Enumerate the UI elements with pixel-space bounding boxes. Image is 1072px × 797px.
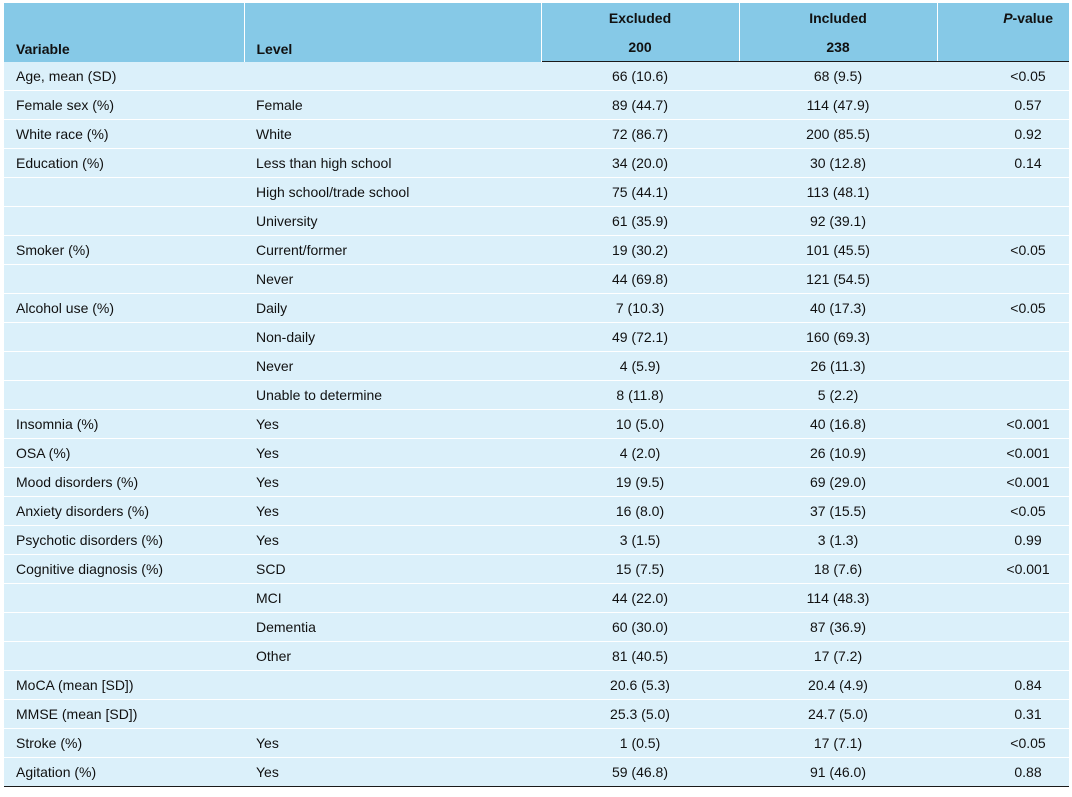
cell-variable: Female sex (%) — [4, 91, 244, 120]
cell-variable: Education (%) — [4, 149, 244, 178]
cell-p-value: <0.05 — [937, 729, 1069, 758]
table-row — [4, 700, 1069, 729]
cell-included: 69 (29.0) — [739, 468, 937, 497]
table-row — [4, 642, 1069, 671]
table-header — [4, 3, 1069, 62]
cell-level: Dementia — [244, 613, 541, 642]
cell-included: 20.4 (4.9) — [739, 671, 937, 700]
cell-level: Yes — [244, 526, 541, 555]
cell-included: 40 (17.3) — [739, 294, 937, 323]
cell-excluded: 1 (0.5) — [541, 729, 739, 758]
cell-p-value: <0.05 — [937, 294, 1069, 323]
table-row — [4, 526, 1069, 555]
cell-p-value: <0.05 — [937, 62, 1069, 91]
table-row — [4, 149, 1069, 178]
cell-included: 5 (2.2) — [739, 381, 937, 410]
cell-level: Yes — [244, 439, 541, 468]
cell-excluded: 60 (30.0) — [541, 613, 739, 642]
table-row — [4, 381, 1069, 410]
cell-p-value: <0.001 — [937, 468, 1069, 497]
header-excluded-n: 200 — [541, 32, 739, 62]
header-variable: Variable — [4, 3, 244, 62]
cell-excluded: 19 (30.2) — [541, 236, 739, 265]
cell-variable: Anxiety disorders (%) — [4, 497, 244, 526]
table-row — [4, 410, 1069, 439]
cell-variable: Stroke (%) — [4, 729, 244, 758]
cell-level: SCD — [244, 555, 541, 584]
cell-variable — [4, 642, 244, 671]
cell-p-value: 0.14 — [937, 149, 1069, 178]
cell-level: Yes — [244, 758, 541, 787]
cell-variable: MoCA (mean [SD]) — [4, 671, 244, 700]
cell-included: 91 (46.0) — [739, 758, 937, 787]
cell-p-value: 0.88 — [937, 758, 1069, 787]
table-row — [4, 439, 1069, 468]
cell-level — [244, 62, 541, 91]
cell-included: 17 (7.2) — [739, 642, 937, 671]
cell-variable — [4, 323, 244, 352]
cell-p-value — [937, 584, 1069, 613]
cell-included: 30 (12.8) — [739, 149, 937, 178]
cell-p-value: 0.92 — [937, 120, 1069, 149]
cell-excluded: 25.3 (5.0) — [541, 700, 739, 729]
cell-variable: Insomnia (%) — [4, 410, 244, 439]
cell-excluded: 59 (46.8) — [541, 758, 739, 787]
cell-excluded: 10 (5.0) — [541, 410, 739, 439]
cell-variable — [4, 265, 244, 294]
cell-excluded: 34 (20.0) — [541, 149, 739, 178]
cell-variable: Agitation (%) — [4, 758, 244, 787]
cell-level: Unable to determine — [244, 381, 541, 410]
cell-p-value: 0.99 — [937, 526, 1069, 555]
cell-p-value — [937, 323, 1069, 352]
cell-variable — [4, 381, 244, 410]
header-p-empty — [937, 32, 1069, 62]
cell-p-value — [937, 381, 1069, 410]
cell-p-value: 0.57 — [937, 91, 1069, 120]
cell-excluded: 61 (35.9) — [541, 207, 739, 236]
cell-included: 87 (36.9) — [739, 613, 937, 642]
cell-level: White — [244, 120, 541, 149]
cell-included: 3 (1.3) — [739, 526, 937, 555]
cell-variable: MMSE (mean [SD]) — [4, 700, 244, 729]
cell-level: Never — [244, 352, 541, 381]
cell-level: Yes — [244, 410, 541, 439]
table-row — [4, 613, 1069, 642]
cell-excluded: 8 (11.8) — [541, 381, 739, 410]
cell-level: MCI — [244, 584, 541, 613]
cell-p-value — [937, 178, 1069, 207]
cell-included: 26 (10.9) — [739, 439, 937, 468]
cell-included: 114 (48.3) — [739, 584, 937, 613]
cell-level: Yes — [244, 468, 541, 497]
cell-p-value — [937, 207, 1069, 236]
cell-excluded: 89 (44.7) — [541, 91, 739, 120]
cell-p-value: <0.001 — [937, 439, 1069, 468]
cell-variable — [4, 178, 244, 207]
cell-excluded: 19 (9.5) — [541, 468, 739, 497]
table-row — [4, 352, 1069, 381]
table-row — [4, 468, 1069, 497]
cell-variable: Cognitive diagnosis (%) — [4, 555, 244, 584]
cell-variable: White race (%) — [4, 120, 244, 149]
cell-level — [244, 700, 541, 729]
cell-included: 121 (54.5) — [739, 265, 937, 294]
table-row — [4, 294, 1069, 323]
demographics-table — [4, 3, 1069, 787]
cell-included: 68 (9.5) — [739, 62, 937, 91]
table-row — [4, 555, 1069, 584]
cell-included: 37 (15.5) — [739, 497, 937, 526]
header-included: Included — [739, 3, 937, 32]
cell-excluded: 49 (72.1) — [541, 323, 739, 352]
cell-level: High school/trade school — [244, 178, 541, 207]
cell-level: University — [244, 207, 541, 236]
cell-p-value — [937, 352, 1069, 381]
cell-p-value — [937, 613, 1069, 642]
table-row — [4, 497, 1069, 526]
cell-excluded: 66 (10.6) — [541, 62, 739, 91]
cell-included: 18 (7.6) — [739, 555, 937, 584]
table-row — [4, 207, 1069, 236]
cell-excluded: 81 (40.5) — [541, 642, 739, 671]
header-level: Level — [244, 3, 541, 62]
cell-included: 101 (45.5) — [739, 236, 937, 265]
cell-p-value: <0.001 — [937, 410, 1069, 439]
cell-level: Yes — [244, 729, 541, 758]
cell-p-value — [937, 642, 1069, 671]
cell-level — [244, 671, 541, 700]
table-row — [4, 758, 1069, 787]
header-excluded: Excluded — [541, 3, 739, 32]
cell-level: Less than high school — [244, 149, 541, 178]
table-row — [4, 671, 1069, 700]
table-row — [4, 178, 1069, 207]
cell-excluded: 15 (7.5) — [541, 555, 739, 584]
cell-variable — [4, 352, 244, 381]
cell-excluded: 44 (22.0) — [541, 584, 739, 613]
table-row — [4, 120, 1069, 149]
cell-p-value: <0.001 — [937, 555, 1069, 584]
header-p-value — [937, 3, 1069, 32]
cell-variable: Smoker (%) — [4, 236, 244, 265]
cell-p-value: 0.31 — [937, 700, 1069, 729]
cell-level: Female — [244, 91, 541, 120]
cell-included: 113 (48.1) — [739, 178, 937, 207]
table-row — [4, 91, 1069, 120]
cell-included: 200 (85.5) — [739, 120, 937, 149]
cell-level: Daily — [244, 294, 541, 323]
cell-level: Current/former — [244, 236, 541, 265]
table-row — [4, 62, 1069, 91]
header-p-rest: -value — [1012, 9, 1053, 26]
cell-variable — [4, 613, 244, 642]
cell-excluded: 72 (86.7) — [541, 120, 739, 149]
cell-included: 92 (39.1) — [739, 207, 937, 236]
table-row — [4, 729, 1069, 758]
cell-level: Other — [244, 642, 541, 671]
cell-excluded: 4 (5.9) — [541, 352, 739, 381]
cell-p-value — [937, 265, 1069, 294]
cell-variable: Psychotic disorders (%) — [4, 526, 244, 555]
cell-included: 24.7 (5.0) — [739, 700, 937, 729]
cell-excluded: 4 (2.0) — [541, 439, 739, 468]
cell-included: 160 (69.3) — [739, 323, 937, 352]
table-row — [4, 584, 1069, 613]
cell-variable — [4, 207, 244, 236]
cell-excluded: 20.6 (5.3) — [541, 671, 739, 700]
cell-excluded: 3 (1.5) — [541, 526, 739, 555]
cell-excluded: 44 (69.8) — [541, 265, 739, 294]
header-included-n: 238 — [739, 32, 937, 62]
cell-included: 17 (7.1) — [739, 729, 937, 758]
cell-excluded: 7 (10.3) — [541, 294, 739, 323]
cell-p-value: <0.05 — [937, 236, 1069, 265]
table-row — [4, 236, 1069, 265]
table-body — [4, 62, 1069, 787]
cell-variable: Alcohol use (%) — [4, 294, 244, 323]
cell-level: Never — [244, 265, 541, 294]
cell-variable: Age, mean (SD) — [4, 62, 244, 91]
cell-excluded: 75 (44.1) — [541, 178, 739, 207]
cell-included: 114 (47.9) — [739, 91, 937, 120]
cell-variable: Mood disorders (%) — [4, 468, 244, 497]
cell-variable: OSA (%) — [4, 439, 244, 468]
cell-p-value: 0.84 — [937, 671, 1069, 700]
table-row — [4, 323, 1069, 352]
table-row — [4, 265, 1069, 294]
cell-level: Non-daily — [244, 323, 541, 352]
cell-p-value: <0.05 — [937, 497, 1069, 526]
cell-level: Yes — [244, 497, 541, 526]
cell-variable — [4, 584, 244, 613]
cell-included: 40 (16.8) — [739, 410, 937, 439]
header-row-top — [4, 3, 1069, 32]
cell-excluded: 16 (8.0) — [541, 497, 739, 526]
header-p-italic: P — [1003, 9, 1013, 26]
cell-included: 26 (11.3) — [739, 352, 937, 381]
